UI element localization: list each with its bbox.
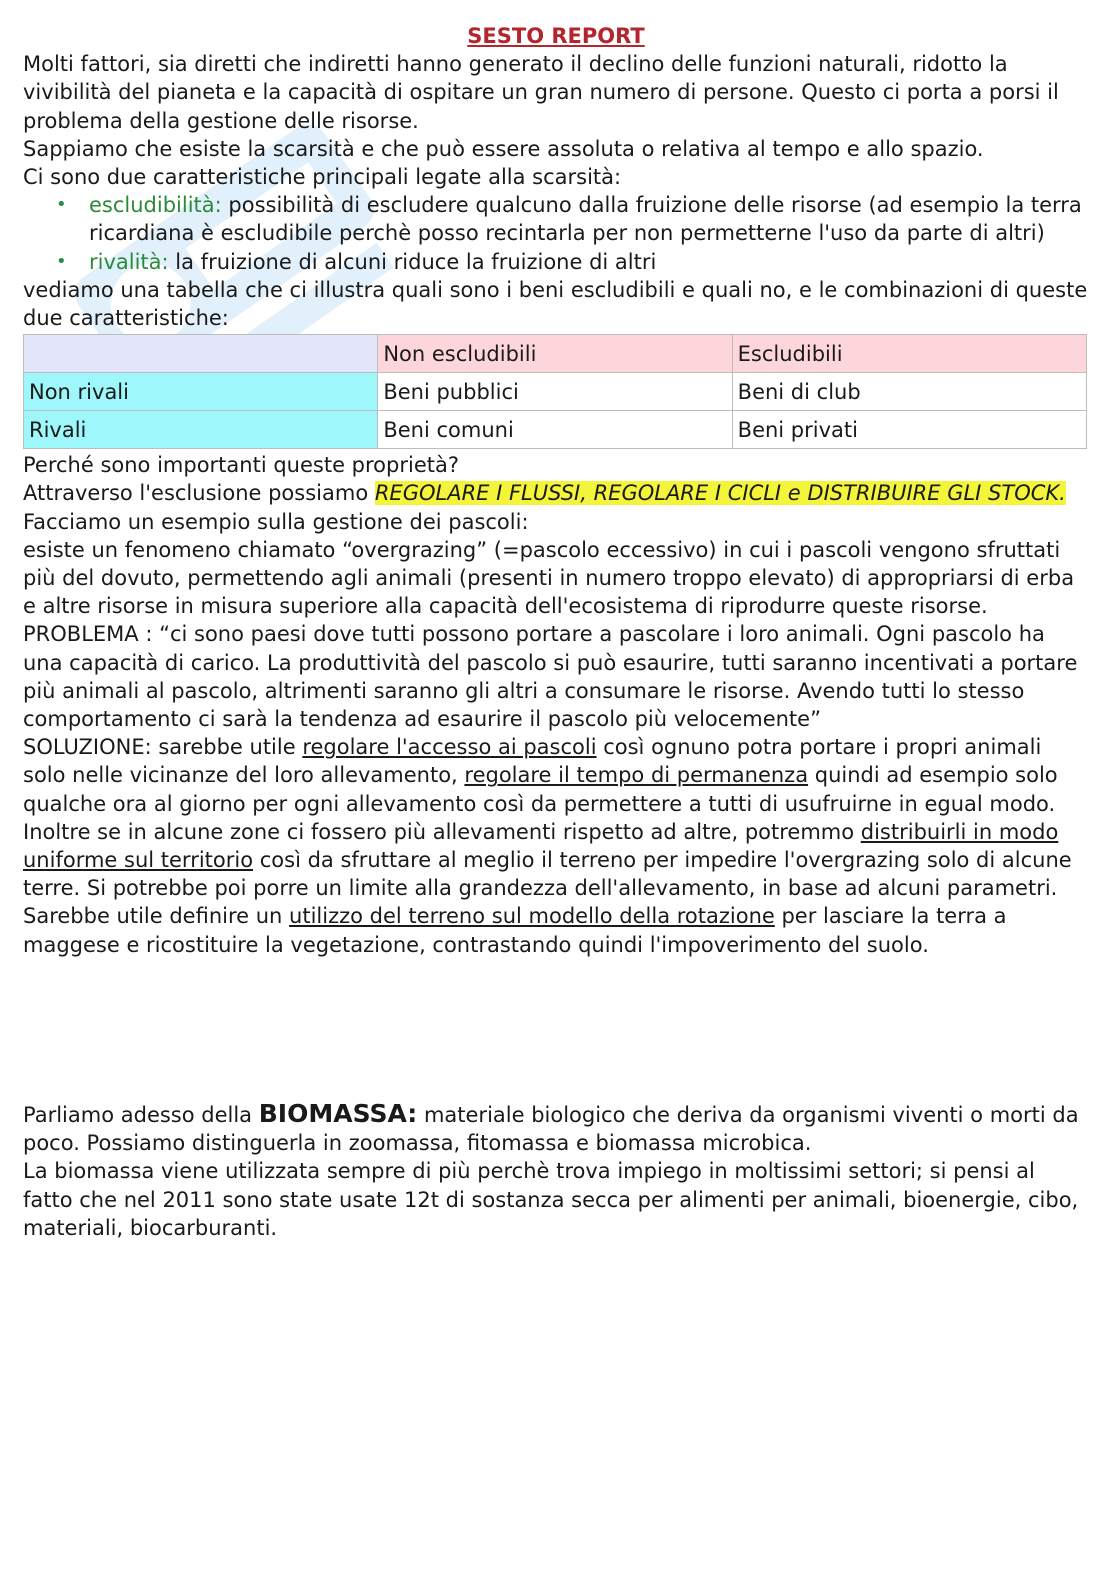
- underlined-text: regolare il tempo di permanenza: [464, 763, 809, 788]
- property-text: la fruizione di alcuni riduce la fruizione di altri: [168, 249, 657, 274]
- table-row-header: Rivali: [24, 411, 378, 449]
- overgrazing-paragraph: esiste un fenomeno chiamato “overgrazing” (=pascolo eccessivo) in cui i pascoli vengono sfruttati più del dovuto, permettendo agli animali (presenti in numero troppo elevato) di appropriarsi di erba e altre risorse in misura superiore alla capacità dell'ecosistema di riprodurre queste risorse.: [23, 537, 1075, 619]
- rotation-text: Sarebbe utile definire un: [23, 904, 290, 929]
- intro-paragraph-3: Ci sono due caratteristiche principali legate alla scarsità:: [23, 165, 622, 190]
- biomass-term: BIOMASSA:: [258, 1098, 418, 1128]
- grazing-intro: Facciamo un esempio sulla gestione dei pascoli:: [23, 509, 529, 534]
- goods-table: [23, 334, 1087, 449]
- biomass-usage-paragraph: La biomassa viene utilizzata sempre di più perchè trova impiego in moltissimi settori; si pensi al fatto che nel 2011 sono state usate 12t di sostanza secca per alimenti per animali, bioenergie, cibo, materiali, biocarburanti.: [23, 1159, 1079, 1240]
- table-cell: Beni privati: [732, 411, 1086, 449]
- importance-statement: [23, 479, 1089, 507]
- intro-paragraph-2: Sappiamo che esiste la scarsità e che può essere assoluta o relativa al tempo e allo spazio.: [23, 136, 984, 161]
- page-title: SESTO REPORT: [467, 24, 645, 48]
- solution-text: quindi ad esempio solo qualche ora al giorno per ogni allevamento così da permettere a tutti di usufruirne in egual modo.: [23, 763, 1058, 816]
- importance-lead: Attraverso l'esclusione possiamo: [23, 481, 375, 506]
- table-header-cell: Escludibili: [732, 335, 1086, 373]
- solution-text: SOLUZIONE: sarebbe utile: [23, 735, 303, 760]
- underlined-text: distribuirli in modo uniforme sul territorio: [23, 819, 1059, 873]
- bullet-icon: •: [56, 194, 67, 216]
- table-cell: Beni pubblici: [378, 373, 732, 411]
- table-header-row: [24, 335, 1087, 373]
- underlined-text: regolare l'accesso ai pascoli: [302, 735, 597, 760]
- list-item: [56, 248, 1089, 276]
- blank-space: [23, 959, 1089, 1100]
- highlighted-text: REGOLARE I FLUSSI, REGOLARE I CICLI e DISTRIBUIRE GLI STOCK.: [374, 481, 1066, 506]
- property-term: rivalità:: [89, 249, 169, 274]
- table-row-header: Non rivali: [24, 373, 378, 411]
- table-cell: Beni di club: [732, 373, 1086, 411]
- distribution-text: così da sfruttare al meglio il terreno per impedire l'overgrazing solo di alcune terre. Si potrebbe poi porre un limite alla grandezza dell'allevamento, in base ad alcuni parametri.: [23, 848, 1072, 901]
- table-intro: vediamo una tabella che ci illustra quali sono i beni escludibili e quali no, e le combinazioni di queste due caratteristiche:: [23, 277, 1088, 331]
- table-row: [24, 373, 1087, 411]
- intro-paragraph-1: Molti fattori, sia diretti che indiretti hanno generato il declino delle funzioni naturali, ridotto la vivibilità del pianeta e la capacità di ospitare un gran numero di persone. Questo ci porta a porsi il problema della gestione delle risorse.: [23, 52, 1059, 133]
- property-text: possibilità di escludere qualcuno dalla fruizione delle risorse (ad esempio la terra ricardiana è escludibile perchè posso recintarla per non permetterne l'uso da parte di altri): [89, 193, 1082, 246]
- properties-list: [23, 191, 1089, 276]
- solution-paragraph: [23, 733, 1089, 818]
- table-corner-cell: [24, 335, 378, 373]
- biomass-text: Parliamo adesso della: [23, 1102, 259, 1127]
- underlined-text: utilizzo del terreno sul modello della rotazione: [289, 904, 775, 929]
- solution-text: così ognuno potra portare i propri animali solo nelle vicinanze del loro allevamento,: [23, 735, 1042, 788]
- document-page: [23, 22, 1089, 1242]
- table-row: [24, 411, 1087, 449]
- table-header-cell: Non escludibili: [378, 335, 732, 373]
- rotation-paragraph: [23, 902, 1089, 958]
- distribution-text: Inoltre se in alcune zone ci fossero più allevamenti rispetto ad altre, potremmo: [23, 819, 861, 844]
- list-item: [56, 191, 1089, 247]
- property-term: escludibilità:: [89, 193, 222, 218]
- importance-question: Perché sono importanti queste proprietà?: [23, 453, 459, 478]
- bullet-icon: •: [56, 250, 67, 272]
- problem-paragraph: PROBLEMA : “ci sono paesi dove tutti possono portare a pascolare i loro animali. Ogni pascolo ha una capacità di carico. La produttività del pascolo si può esaurire, tutti saranno incentivati a portare più animali al pascolo, altrimenti saranno gli altri a consumare le risorse. Avendo tutti lo stesso comportamento ci sarà la tendenza ad esaurire il pascolo più velocemente”: [23, 622, 1078, 732]
- biomass-paragraph: [23, 1100, 1089, 1157]
- rotation-text: per lasciare la terra a maggese e ricostituire la vegetazione, contrastando quindi l'impoverimento del suolo.: [23, 904, 1007, 957]
- biomass-text: materiale biologico che deriva da organismi viventi o morti da poco. Possiamo distinguerla in zoomassa, fitomassa e biomassa microbica.: [23, 1102, 1079, 1156]
- table-cell: Beni comuni: [378, 411, 732, 449]
- distribution-paragraph: [23, 818, 1089, 903]
